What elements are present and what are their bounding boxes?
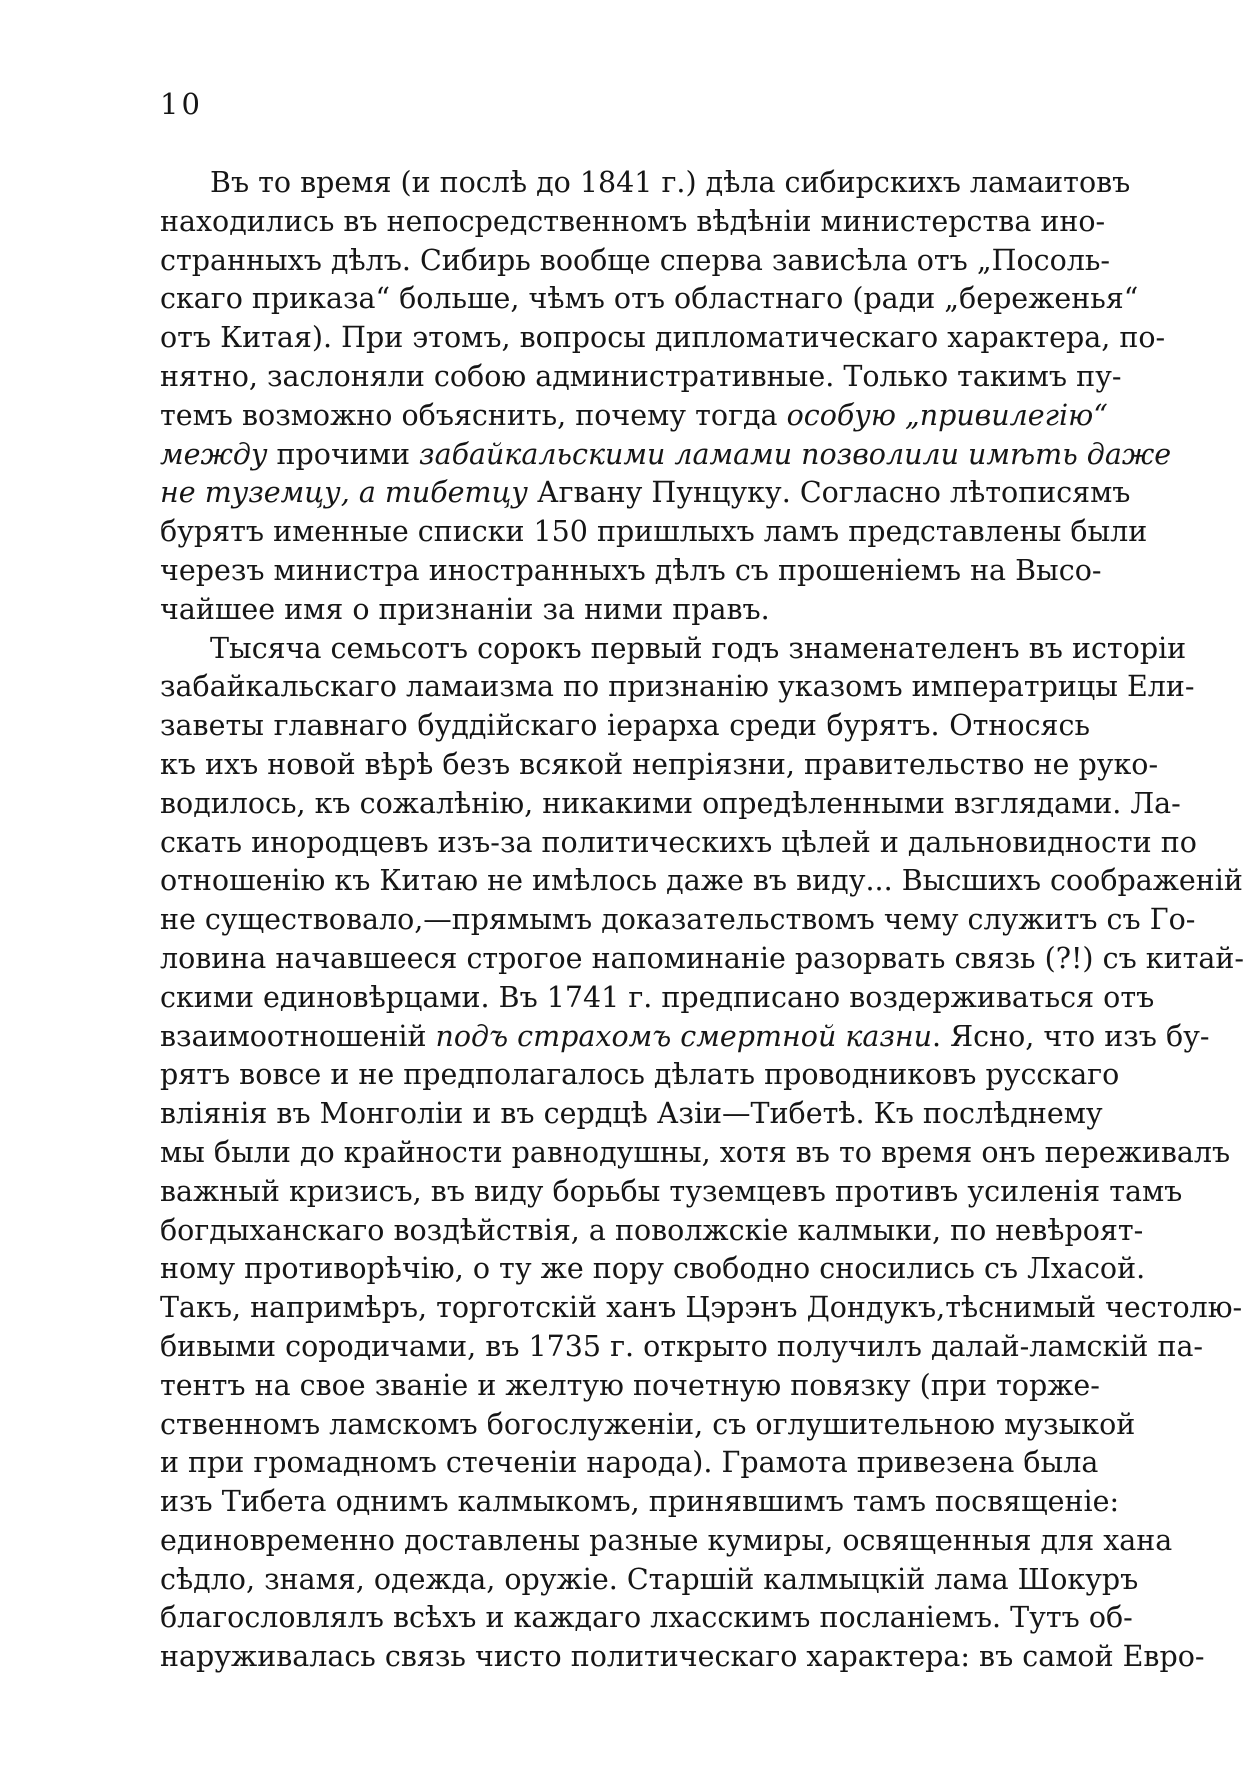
text-segment: странныхъ дѣлъ. Сибирь вообще сперва зависѣла отъ „Посоль- (160, 243, 1111, 277)
text-line (160, 1173, 1183, 1212)
text-segment: взаимоотношеній (160, 1019, 436, 1053)
text-block (160, 164, 1244, 1677)
text-line (160, 746, 1159, 785)
text-line (160, 785, 1181, 824)
text-segment: прочими (267, 437, 420, 471)
text-line (160, 1056, 1120, 1095)
text-segment: скаго приказа“ больше, чѣмъ отъ областнаго (ради „береженья“ (160, 282, 1139, 316)
text-segment: водилось, къ сожалѣнію, никакими опредѣленными взглядами. Ла- (160, 786, 1181, 820)
text-line (160, 280, 1139, 319)
italic-text: забайкальскими ламами позволили имѣть даже (419, 437, 1172, 471)
italic-text: особую „привилегію“ (786, 398, 1108, 432)
text-line (160, 242, 1111, 281)
text-line (160, 1018, 1210, 1057)
text-segment: важный кризисъ, въ виду борьбы туземцевъ противъ усиленія тамъ (160, 1174, 1183, 1208)
text-segment: и при громадномъ стеченіи народа). Грамота привезена была (160, 1446, 1099, 1480)
text-line (160, 397, 1108, 436)
text-segment: . Ясно, что изъ бу- (932, 1019, 1210, 1053)
text-line (160, 474, 1131, 513)
paragraph (160, 630, 1244, 1678)
text-line (160, 358, 1122, 397)
text-segment: сѣдло, знамя, одежда, оружіе. Старшій калмыцкій лама Шокуръ (160, 1562, 1139, 1596)
text-line (160, 824, 1197, 863)
text-segment: бивыми сородичами, въ 1735 г. открыто получилъ далай-ламскій па- (160, 1329, 1204, 1363)
italic-text: между (160, 437, 268, 471)
text-segment: скать инородцевъ изъ-за политическихъ цѣлей и дальновидности по (160, 825, 1197, 859)
text-segment: нятно, заслоняли собою административные. Только такимъ пу- (160, 359, 1122, 393)
text-line (160, 552, 1102, 591)
text-line (160, 1561, 1139, 1600)
text-line (160, 707, 1090, 746)
text-line (160, 164, 1131, 203)
text-segment: ственномъ ламскомъ богослуженіи, съ оглушительною музыкой (160, 1407, 1136, 1441)
text-line (160, 436, 1172, 475)
text-segment: тентъ на свое званіе и желтую почетную повязку (при торже- (160, 1368, 1100, 1402)
italic-text: подъ страхомъ смертной казни (435, 1019, 933, 1053)
text-segment: рятъ вовсе и не предполагалось дѣлать проводниковъ русскаго (160, 1058, 1120, 1092)
italic-text: не туземцу, а тибетцу (160, 476, 528, 510)
text-segment: бурятъ именные списки 150 пришлыхъ ламъ представлены были (160, 515, 1148, 549)
text-line (160, 1095, 1103, 1134)
text-segment: черезъ министра иностранныхъ дѣлъ съ прошеніемъ на Высо- (160, 553, 1102, 587)
text-segment: наруживалась связь чисто политическаго характера: въ самой Евро- (160, 1640, 1205, 1674)
text-segment: богдыханскаго воздѣйствія, а поволжскіе калмыки, по невѣроят- (160, 1213, 1144, 1247)
text-line (160, 1522, 1173, 1561)
text-segment: ловина начавшееся строгое напоминаніе разорвать связь (?!) съ китай- (160, 941, 1244, 975)
text-segment: находились въ непосредственномъ вѣдѣніи министерства ино- (160, 204, 1106, 238)
text-line (160, 1134, 1231, 1173)
text-segment: къ ихъ новой вѣрѣ безъ всякой непріязни, правительство не руко- (160, 747, 1159, 781)
text-line (160, 1328, 1204, 1367)
text-line (160, 1599, 1133, 1638)
text-line (160, 1406, 1136, 1445)
text-line (160, 1367, 1100, 1406)
text-line (160, 1289, 1243, 1328)
text-segment: благословлялъ всѣхъ и каждаго лхасскимъ посланіемъ. Тутъ об- (160, 1601, 1133, 1635)
text-segment: отъ Китая). При этомъ, вопросы дипломатическаго характера, по- (160, 321, 1166, 355)
text-line (160, 1250, 1146, 1289)
text-segment: Тысяча семьсотъ сорокъ первый годъ знаменателенъ въ исторіи (210, 631, 1187, 665)
text-line (160, 1638, 1205, 1677)
text-segment: единовременно доставлены разные кумиры, освященныя для хана (160, 1523, 1173, 1557)
text-line (160, 513, 1148, 552)
text-line (160, 319, 1166, 358)
text-segment: темъ возможно объяснить, почему тогда (160, 398, 787, 432)
paragraph (160, 164, 1172, 630)
text-line (160, 1444, 1099, 1483)
text-segment: Въ то время (и послѣ до 1841 г.) дѣла сибирскихъ ламаитовъ (210, 166, 1131, 199)
text-line (160, 668, 1195, 707)
text-segment: заветы главнаго буддійскаго іерарха среди бурятъ. Относясь (160, 709, 1090, 743)
text-line (160, 203, 1106, 242)
text-line (160, 1483, 1120, 1522)
text-segment: вліянія въ Монголіи и въ сердцѣ Азіи—Тибетѣ. Къ послѣднему (160, 1097, 1103, 1131)
text-line (160, 979, 1155, 1018)
text-segment: не существовало,—прямымъ доказательствомъ чему служитъ съ Го- (160, 903, 1196, 937)
text-line (160, 630, 1187, 669)
text-line (160, 1212, 1144, 1251)
text-segment: Такъ, напримѣръ, торготскій ханъ Цэрэнъ Дондукъ,тѣснимый честолю- (160, 1291, 1243, 1325)
text-line (160, 862, 1243, 901)
text-segment: изъ Тибета однимъ калмыкомъ, принявшимъ тамъ посвященіе: (160, 1485, 1120, 1519)
text-segment: забайкальскаго ламаизма по признанію указомъ императрицы Ели- (160, 670, 1195, 704)
text-segment: чайшее имя о признаніи за ними правъ. (160, 592, 770, 626)
text-segment: Агвану Пунцуку. Согласно лѣтописямъ (527, 476, 1131, 510)
text-segment: ному противорѣчію, о ту же пору свободно сносились съ Лхасой. (160, 1252, 1146, 1286)
text-segment: скими единовѣрцами. Въ 1741 г. предписано воздерживаться отъ (160, 980, 1155, 1014)
text-line (160, 591, 1090, 630)
page-number: 10 (160, 87, 203, 121)
text-segment: отношенію къ Китаю не имѣлось даже въ виду... Высшихъ соображеній (160, 864, 1243, 898)
text-line (160, 901, 1196, 940)
text-segment: мы были до крайности равнодушны, хотя въ то время онъ переживалъ (160, 1135, 1231, 1169)
text-line (160, 940, 1244, 979)
